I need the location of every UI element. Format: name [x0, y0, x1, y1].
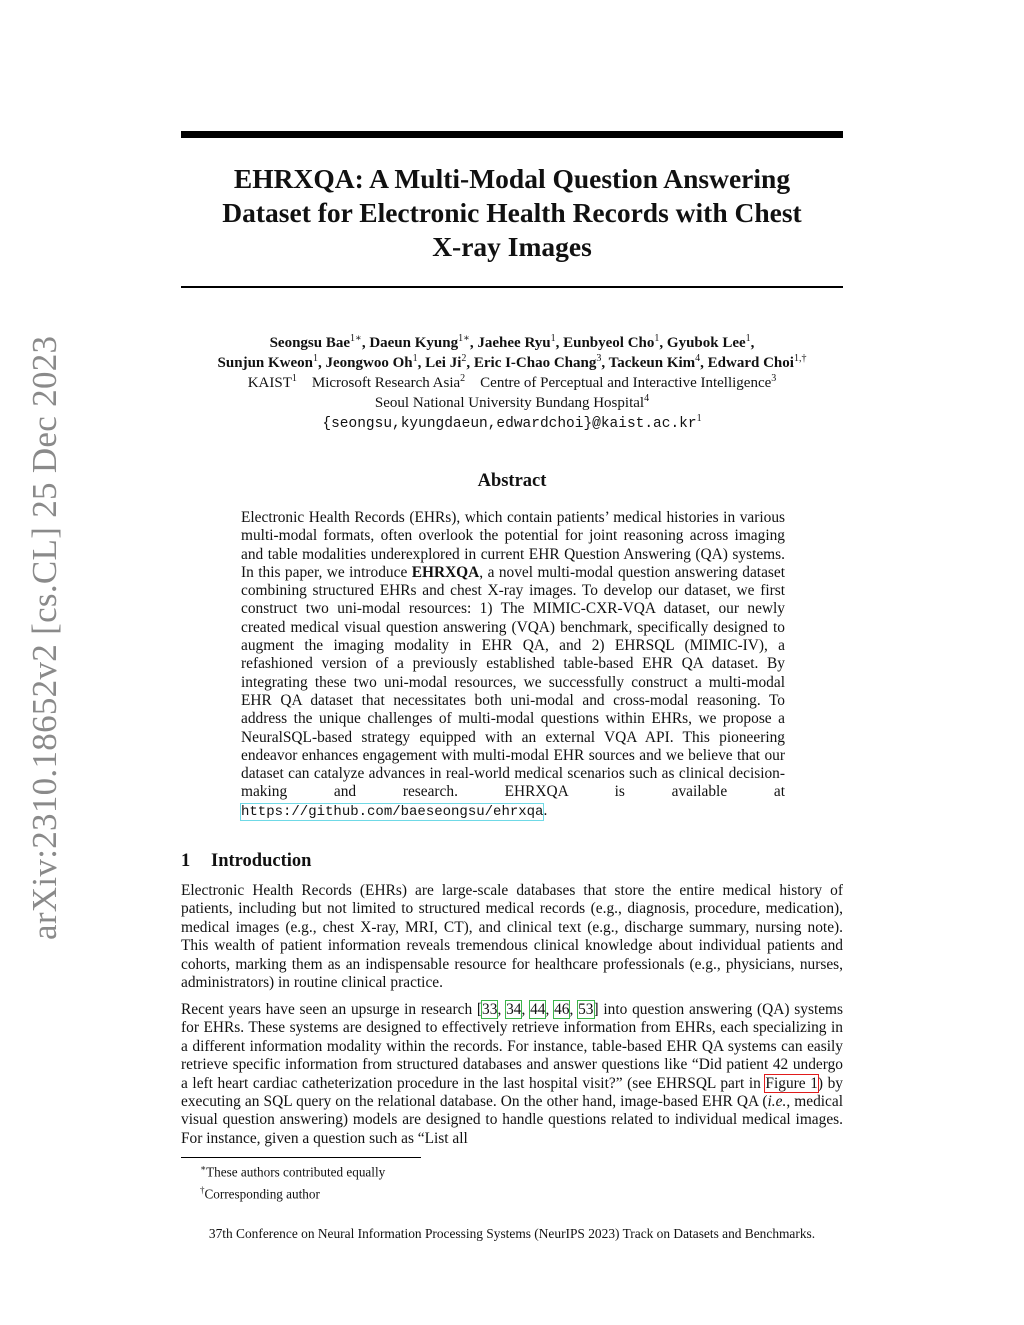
title-top-rule	[181, 131, 843, 138]
abstract-text: Electronic Health Records (EHRs), which contain patients’ medical histories in various multi-modal formats, often overlook the potential for joint reasoning across imaging and table modalities underexplored in current EHR Question Answering (QA) systems. In this paper, we introduce	[241, 509, 785, 581]
author-line	[160, 333, 864, 353]
citation-link[interactable]: 46	[554, 1001, 570, 1018]
affiliation-sup: 2	[460, 373, 466, 384]
intro-paragraph: Electronic Health Records (EHRs) are large-scale databases that store the entire medical history of patients, including but not limited to structured medical records (e.g., diagnosis, procedure, medication), medical images (e.g., chest X-ray, MRI, CT), and clinical text (e.g., discharge summary, nursing note). This wealth of patient information reveals tremendous clinical knowledge about individual patients and cohorts, marking them as an indispensable resource for healthcare professionals (e.g., physicians, nurses, administrators) in routine clinical practice.	[181, 882, 843, 992]
author-separator: ,	[555, 335, 564, 351]
author-name: Gyubok Lee	[666, 335, 746, 351]
author-separator: ,	[417, 355, 426, 371]
footnote-equal-contribution	[200, 1159, 840, 1181]
affiliation-sup: 1	[291, 373, 297, 384]
affiliation-kaist: KAIST	[247, 375, 292, 391]
citation-link[interactable]: 33	[482, 1001, 498, 1018]
abstract-heading: Abstract	[477, 471, 547, 491]
author-affiliation-mark: 1	[313, 353, 319, 364]
email-line	[160, 413, 864, 434]
author-emails: {seongsu,kyungdaeun,edwardchoi}@kaist.ac.kr	[322, 416, 697, 432]
author-affiliation-mark: 1∗	[350, 333, 362, 344]
paragraph-text: ) by executing an SQL query on the relational database. On the other hand, image-based EHR QA (	[181, 1074, 843, 1111]
author-separator: ,	[750, 335, 755, 351]
intro-paragraph: Recent years have seen an upsurge in research [33, 34, 44, 46, 53] into question answering (QA) systems for EHRs. These systems are designed to effectively retrieve information from EHRs, each specializing in a different information modality within the records. For instance, table-based EHR QA systems can easily retrieve specific information from structured databases and answer questions like “Did patient 42 undergo a left heart cardiac catheterization procedure in the last hospital visit?” (see EHRSQL part in Figure 1) by executing an SQL query on the relational database. On the other hand, image-based EHR QA (i.e., medical visual question answering) models are designed to handle questions related to individual medical images. For instance, given a question such as “List all	[181, 1001, 844, 1147]
paragraph-text: , medical visual question answering) models are designed to handle questions related to individual medical images. For instance, given a question such as “List all	[181, 1093, 843, 1147]
footnote-rule	[181, 1157, 421, 1158]
citation-link[interactable]: 34	[506, 1001, 522, 1018]
author-affiliation-mark: 1,†	[793, 353, 807, 364]
footnote-mark: ∗	[200, 1163, 207, 1173]
title-line: EHRXQA: A Multi-Modal Question Answering	[233, 163, 791, 194]
footnote-text: Corresponding author	[204, 1186, 320, 1202]
paragraph-text: ] into question answering (QA) systems for EHRs. These systems are designed to effectively retrieve information from EHRs, each specializing in a different information modality within the records. For instance, table-based EHR QA systems can easily retrieve specific information from structured databases and answer questions like “Did patient 42 undergo a left heart cardiac catheterization procedure in the last hospital visit?” (see EHRSQL part in	[181, 1001, 844, 1092]
author-affiliation-mark: 1∗	[458, 333, 470, 344]
affiliation-sup: 4	[644, 393, 650, 404]
author-name: Daeun Kyung	[369, 335, 459, 351]
section-number: 1	[181, 851, 191, 871]
affiliation-sup: 3	[771, 373, 777, 384]
author-separator: ,	[659, 335, 667, 351]
paragraph-text: Recent years have seen an upsurge in research [	[181, 1001, 483, 1018]
author-separator: ,	[361, 335, 370, 351]
author-affiliation-mark: 1	[745, 333, 751, 344]
paper-title	[181, 162, 843, 264]
footnote-corresponding-author	[200, 1181, 840, 1203]
author-name: Jeongwoo Oh	[325, 355, 413, 371]
author-separator: ,	[700, 355, 708, 371]
author-separator: ,	[318, 355, 326, 371]
footnote-text: These authors contributed equally	[206, 1164, 386, 1180]
paragraph-text: i.e.	[767, 1093, 787, 1111]
author-separator: ,	[601, 355, 609, 371]
author-affiliation-mark: 1	[654, 333, 660, 344]
abstract-text: .	[543, 801, 548, 819]
affiliation-line	[160, 373, 864, 393]
author-name: Jaehee Ryu	[477, 335, 551, 351]
author-name: Sunjun Kweon	[217, 355, 314, 371]
author-affiliation-mark: 4	[695, 353, 701, 364]
author-name: Edward Choi	[707, 355, 794, 371]
affiliation-line	[160, 393, 864, 413]
author-separator: ,	[466, 355, 474, 371]
section-heading	[181, 851, 843, 872]
author-affiliation-mark: 1	[412, 353, 418, 364]
arxiv-identifier: arXiv:2310.18652v2 [cs.CL] 25 Dec 2023	[25, 335, 64, 940]
title-line: Dataset for Electronic Health Records with Chest	[222, 197, 802, 228]
affiliation-snubh: Seoul National University Bundang Hospital	[374, 395, 645, 411]
author-affiliation-mark: 2	[461, 353, 467, 364]
author-name: Tackeun Kim	[608, 355, 696, 371]
author-affiliation-mark: 1	[550, 333, 556, 344]
affiliation-cpii: Centre of Perceptual and Interactive Intelligence	[480, 375, 772, 391]
abstract-body	[241, 509, 785, 821]
figure-reference-link[interactable]: Figure 1	[765, 1074, 818, 1092]
author-name: Lei Ji	[425, 355, 462, 371]
abstract-text: , a novel multi-modal question answering dataset combining structured EHRs and chest X-ray images. To develop our dataset, we first construct two uni-modal resources: 1) The MIMIC-CXR-VQA dataset, our newly created medical visual question answering (VQA) benchmark, specifically designed to augment the imaging modality in EHR QA, and 2) EHRSQL (MIMIC-IV), a refashioned version of a previously established table-based EHR QA dataset. By integrating these two uni-modal resources, we successfully construct a multi-modal EHR QA dataset that necessitates both uni-modal and cross-modal reasoning. To address the unique challenges of multi-modal questions within EHRs, we propose a NeuralSQL-based strategy equipped with an external VQA API. This pioneering endeavor enhances engagement with multi-modal EHR sources and we believe that our dataset can catalyze advances in real-world medical scenarios such as clinical decision-making and research. EHRXQA is available at	[241, 563, 785, 801]
author-affiliation-mark: 3	[596, 353, 602, 364]
section-title: Introduction	[211, 851, 312, 871]
author-name: Seongsu Bae	[269, 335, 351, 351]
author-block	[160, 333, 864, 434]
author-name: Eunbyeol Cho	[563, 335, 655, 351]
affiliation-msra: Microsoft Research Asia	[311, 375, 461, 391]
footnotes	[200, 1159, 840, 1204]
affiliation-sup: 1	[696, 413, 702, 424]
footnote-mark: †	[200, 1185, 205, 1196]
citation-link[interactable]: 44	[530, 1001, 546, 1018]
conference-note: 37th Conference on Neural Information Processing Systems (NeurIPS 2023) Track on Datasets and Benchmarks.	[208, 1226, 816, 1241]
author-name: Eric I-Chao Chang	[473, 355, 597, 371]
citation-link[interactable]: 53	[578, 1001, 594, 1018]
dataset-name: EHRXQA	[411, 563, 480, 581]
title-line: X-ray Images	[432, 231, 592, 262]
author-separator: ,	[469, 335, 478, 351]
author-line	[160, 353, 864, 373]
github-link[interactable]: https://github.com/baeseongsu/ehrxqa	[241, 803, 544, 820]
title-bottom-rule	[181, 286, 843, 288]
